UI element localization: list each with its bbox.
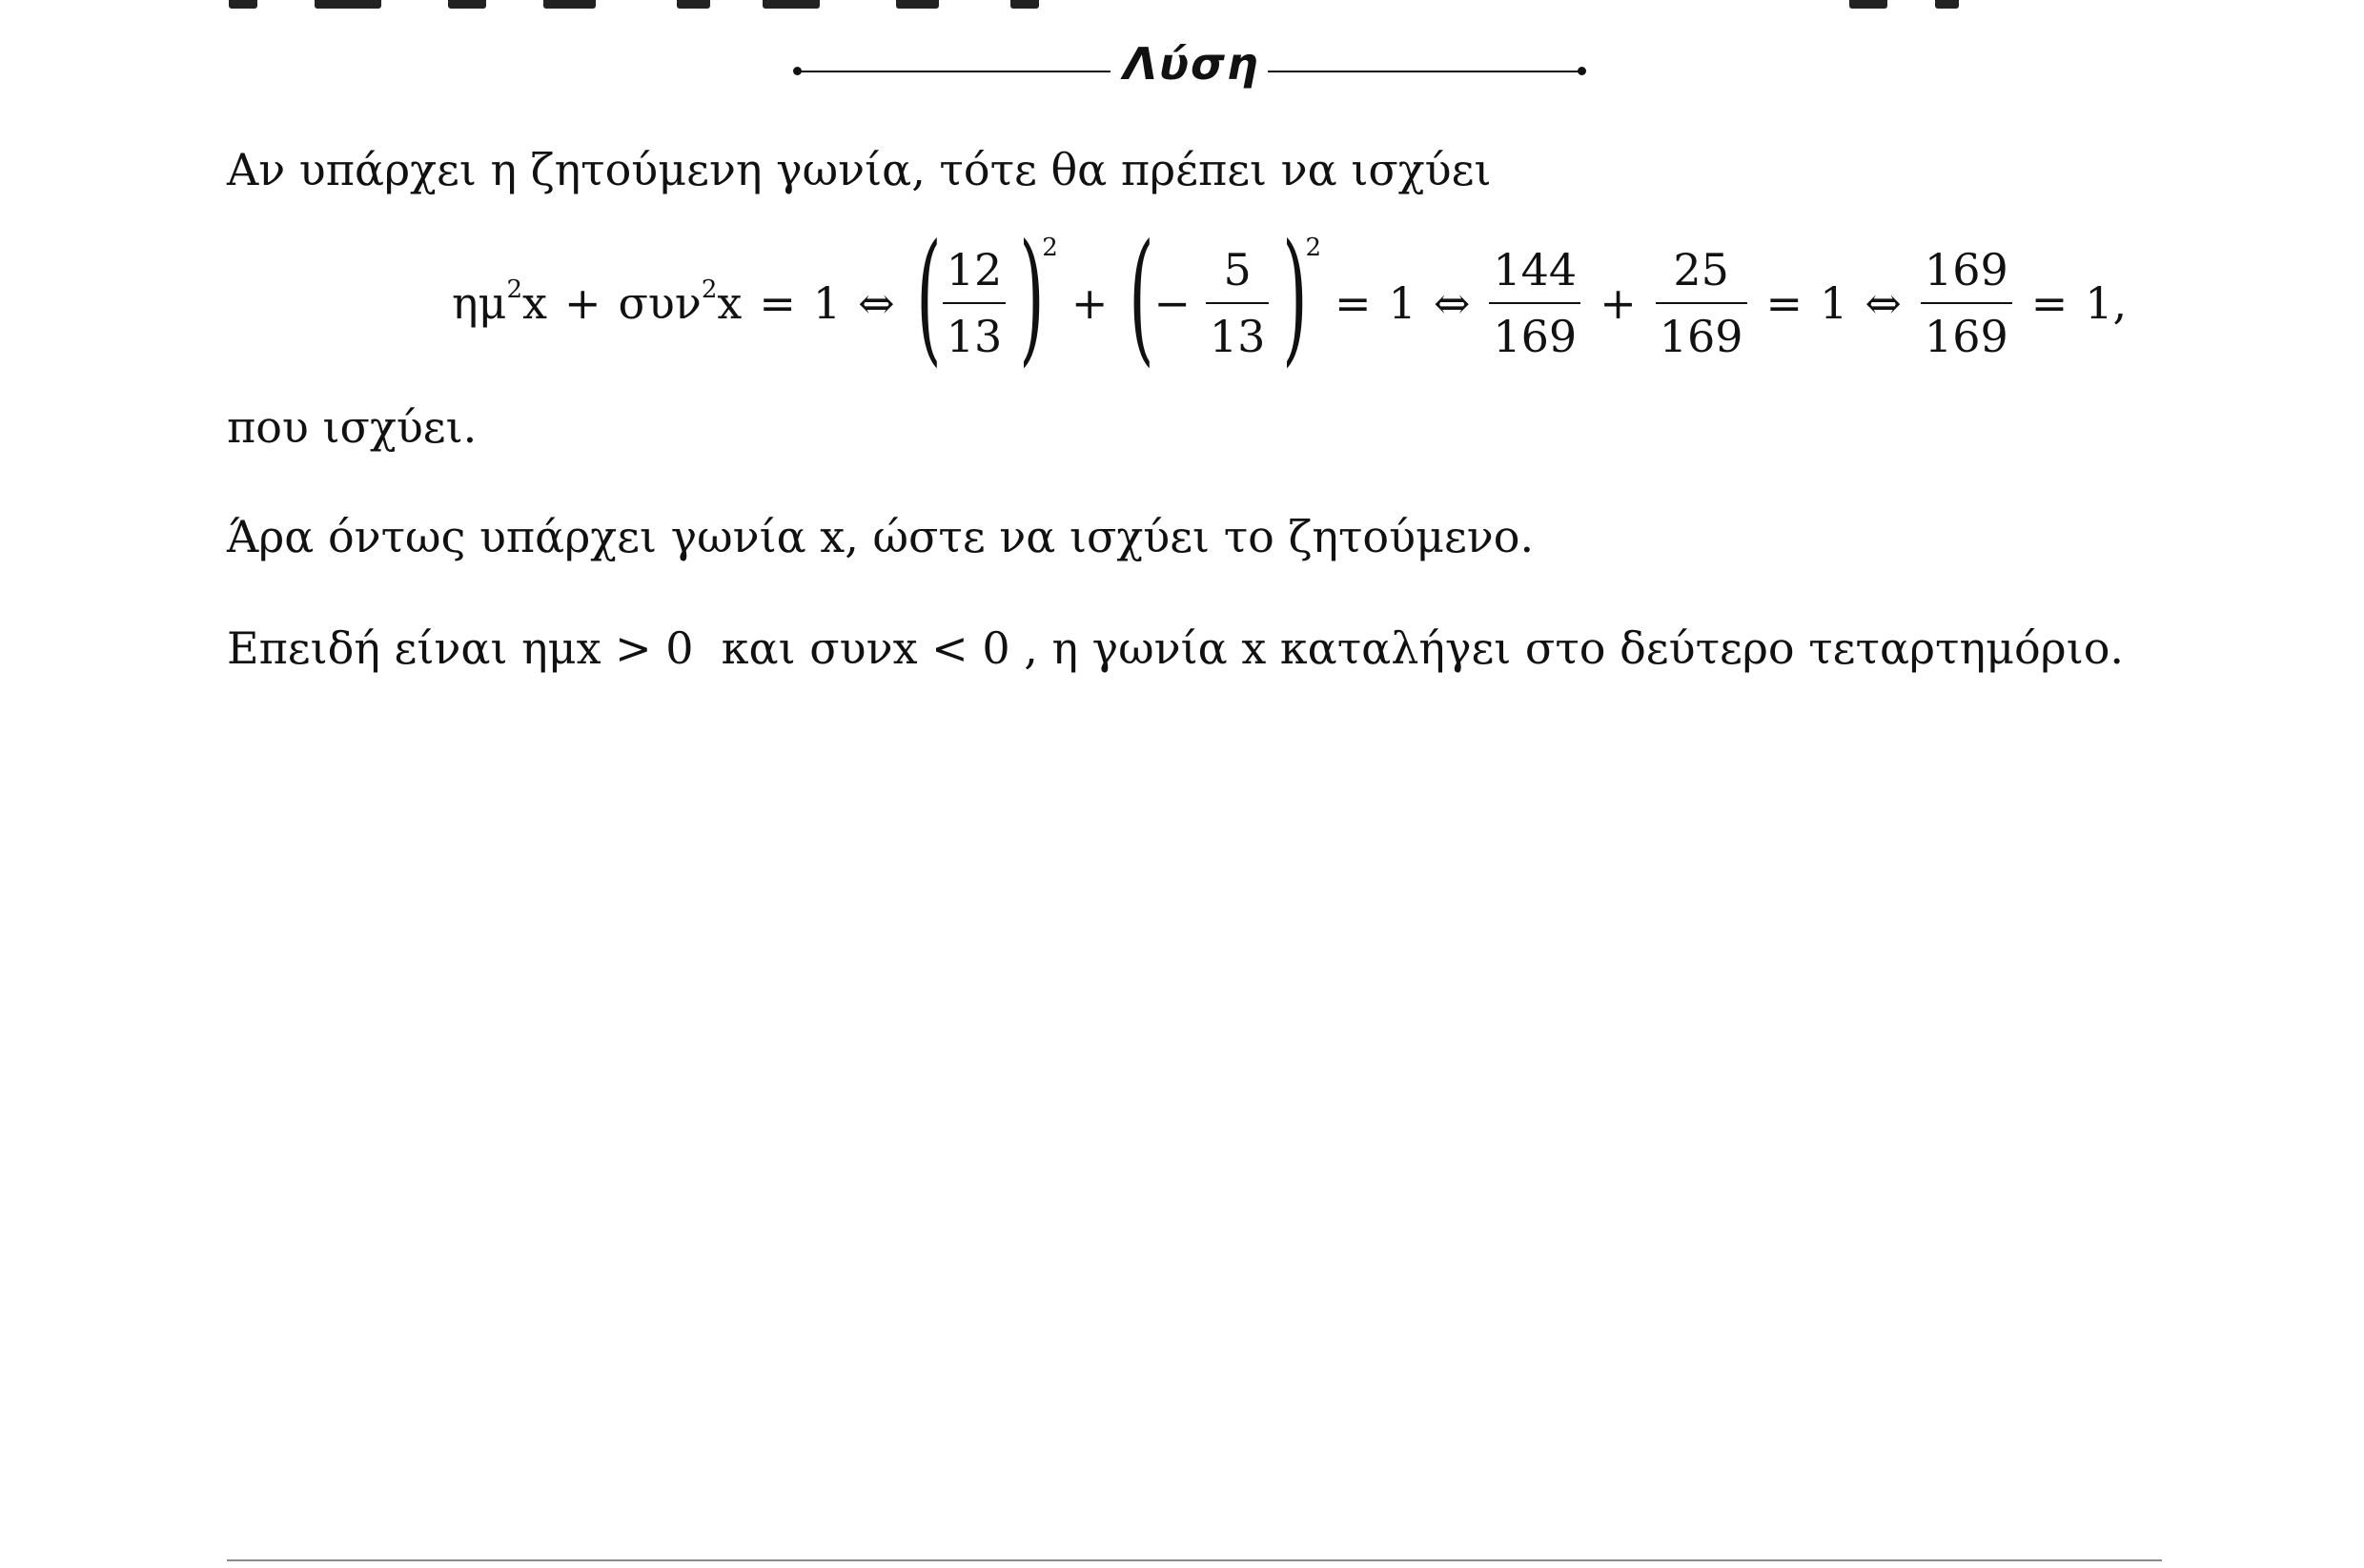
quadrant-paragraph	[227, 621, 2124, 675]
eq-equals-2: =	[1335, 277, 1372, 329]
solution-header	[796, 38, 1582, 95]
eq-sin: $\eta\mu^2x$	[452, 275, 547, 329]
identity-equation	[448, 214, 2130, 380]
eq-iff-3: ⇔	[1865, 277, 1902, 329]
cropped-previous-line	[229, 0, 1964, 10]
eq-result: 1,	[2085, 277, 2128, 329]
quadrant-condition-sin: ημx > 0	[521, 622, 694, 674]
eq-paren-group-1: ( $\frac{12}{13}$ ) 2	[915, 214, 1058, 380]
eq-one-3: 1	[1820, 277, 1848, 329]
quadrant-suffix: , η γωνία x καταλήγει στο δεύτερο τεταρτημόριο.	[1009, 622, 2125, 674]
conclusion-paragraph: Άρα όντως υπάρχει γωνία x, ώστε να ισχύει το ζητούμενο.	[227, 511, 1535, 562]
eq-cos: συν$^2$x	[618, 275, 743, 329]
eq-plus-1: +	[563, 277, 601, 329]
quadrant-condition-cos: συνx < 0	[809, 622, 1010, 674]
eq-fraction-169-169: $\frac{169}{169}$	[1915, 243, 2018, 363]
quadrant-prefix: Επειδή είναι	[227, 622, 522, 674]
eq-one-1: 1	[812, 277, 842, 329]
eq-fraction-144-169: $\frac{144}{169}$	[1483, 243, 1586, 363]
eq-plus-2: +	[1070, 277, 1109, 329]
eq-paren-group-2: ( − $\frac{5}{13}$ ) 2	[1129, 214, 1321, 380]
header-right-rule	[1268, 71, 1582, 72]
eq-iff-2: ⇔	[1433, 277, 1471, 329]
holds-paragraph: που ισχύει.	[227, 401, 478, 453]
header-right-dot	[1578, 67, 1586, 75]
eq-equals-4: =	[2030, 277, 2068, 329]
solution-title: Λύση	[1123, 38, 1260, 90]
intro-paragraph: Αν υπάρχει η ζητούμενη γωνία, τότε θα πρέπει να ισχύει	[227, 144, 1492, 195]
eq-fraction-12-13: $\frac{12}{13}$	[937, 243, 1012, 363]
eq-minus: −	[1153, 277, 1191, 329]
eq-fraction-5-13: $\frac{5}{13}$	[1200, 243, 1275, 363]
eq-fraction-25-169: $\frac{25}{169}$	[1650, 243, 1753, 363]
eq-equals-3: =	[1765, 277, 1804, 329]
quadrant-and: και	[693, 622, 810, 674]
eq-equals-1: =	[759, 277, 796, 329]
eq-iff-1: ⇔	[858, 277, 895, 329]
eq-one-2: 1	[1388, 277, 1416, 329]
footer-rule	[227, 1559, 2162, 1561]
eq-plus-3: +	[1600, 277, 1637, 329]
header-left-rule	[796, 71, 1111, 72]
